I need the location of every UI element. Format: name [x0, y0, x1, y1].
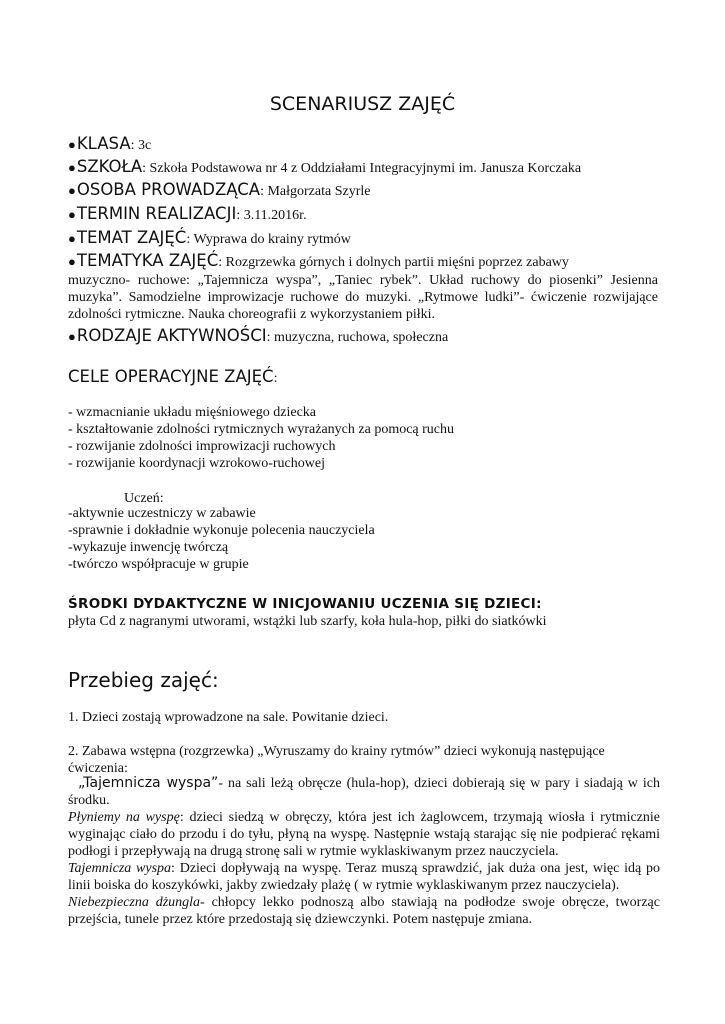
list-item: -sprawnie i dokładnie wykonuje polecenia nauczyciela	[68, 523, 375, 538]
step-title: Tajemnicza wyspa	[68, 861, 172, 876]
przebieg-p2: 2. Zabawa wstępna (rozgrzewka) „Wyruszamy do krainy rytmów” dzieci wykonują następujące ćwiczenia:	[68, 744, 605, 776]
meta-label: KLASA	[76, 134, 131, 153]
cele-heading-suffix: :	[273, 371, 278, 386]
rodzaje-label: RODZAJE AKTYWNOŚCI	[76, 326, 267, 345]
tematyka-lead: : Rozgrzewka górnych i dolnych partii mięśni poprzez zabawy	[218, 255, 569, 270]
srodki-heading: ŚRODKI DYDAKTYCZNE W INICJOWANIU UCZENIA SIĘ DZIECI:	[68, 596, 542, 612]
list-item: - kształtowanie zdolności rytmicznych wyrażanych za pomocą ruchu	[68, 422, 455, 437]
meta-value: : 3.11.2016r.	[236, 208, 307, 223]
meta-klasa: ●KLASA: 3c	[68, 134, 152, 153]
step-tajemnicza	[68, 860, 660, 894]
tematyka-text: muzyczno- ruchowe: „Tajemnicza wyspa”, „Taniec rybek”. Układ ruchowy do piosenki” Jesienna muzyka”. Samodzielne improwizacje ruchowe do muzyki. „Rytmowe ludki”- ćwiczenie rozwijające zdolności rytmiczne. Nauka choreografii z wykorzystaniem piłki.	[68, 273, 658, 322]
meta-label: SZKOŁA	[76, 157, 143, 176]
tematyka-label: TEMATYKA ZAJĘĆ	[76, 251, 219, 270]
list-item: -wykazuje inwencję twórczą	[68, 540, 229, 555]
step-text: chłopcy lekko podnoszą albo stawiają na podłodze swoje obręcze, tworząc przejścia, tunele przez które przedostają się dziewczynki. Potem następuje zmiana.	[68, 895, 660, 927]
przebieg-heading: Przebieg zajęć:	[68, 668, 219, 692]
srodki-text: płyta Cd z nagranymi utworami, wstążki lub szarfy, koła hula-hop, piłki do siatkówki	[68, 614, 547, 629]
list-item: -aktywnie uczestniczy w zabawie	[68, 506, 256, 521]
document-title: SCENARIUSZ ZAJĘĆ	[269, 93, 456, 115]
cele-heading-text: CELE OPERACYJNE ZAJĘĆ	[68, 367, 274, 386]
step-tajemnicza-intro	[68, 775, 660, 809]
meta-label: TEMAT ZAJĘĆ	[76, 228, 187, 247]
meta-osoba: ●OSOBA PROWADZĄCA: Małgorzata Szyrle	[68, 180, 371, 199]
meta-rodzaje: ●RODZAJE AKTYWNOŚCI: muzyczna, ruchowa, społeczna	[68, 326, 449, 345]
step-text: : dzieci siedzą w obręczy, która jest ich żaglowcem, trzymają wiosła i rytmicznie wyginając ciało do przodu i do tyłu, płyną na wyspę. Następnie wstają starając się nie podpierać rękami podłogi i przepływają na drugą stronę sali w rytmie wyklaskiwanym przez nauczyciela.	[68, 810, 660, 859]
meta-value: : Małgorzata Szyrle	[260, 184, 371, 199]
step-dzungla	[68, 894, 660, 928]
meta-label: OSOBA PROWADZĄCA	[76, 180, 261, 199]
tematyka-block: ●TEMATYKA ZAJĘĆ: Rozgrzewka górnych i dolnych partii mięśni poprzez zabawy muzyczno- ruchowe: „Tajemnicza wyspa”, „Taniec rybek”. Układ ruchowy do piosenki” Jesienna muzyka”. Samodzielne improwizacje ruchowe do muzyki. „Rytmowe ludki”- ćwiczenie rozwijające zdolności rytmiczne. Nauka choreografii z wykorzystaniem piłki.	[68, 251, 658, 322]
przebieg-steps	[68, 775, 660, 928]
meta-value: : 3c	[130, 138, 152, 153]
step-plyniemy	[68, 809, 660, 860]
uczen-label: Uczeń:	[124, 491, 164, 506]
meta-temat: ●TEMAT ZAJĘĆ: Wyprawa do krainy rytmów	[68, 228, 351, 247]
step-title: Płyniemy na wyspę	[68, 810, 180, 825]
list-item: - wzmacnianie układu mięśniowego dziecka	[68, 405, 317, 420]
step-title: „Tajemnicza wyspa”	[77, 775, 219, 791]
meta-value: : Szkoła Podstawowa nr 4 z Oddziałami Integracyjnymi im. Janusza Korczaka	[142, 161, 582, 176]
przebieg-p1: 1. Dzieci zostają wprowadzone na sale. Powitanie dzieci.	[68, 710, 389, 725]
uczen-list	[68, 505, 668, 573]
step-text: - na sali leżą obręcze (hula-hop), dzieci dobierają się w pary i siadają w ich środku.	[68, 776, 661, 808]
list-item: - rozwijanie koordynacji wzrokowo-ruchowej	[68, 456, 325, 471]
meta-label: TERMIN REALIZACJI	[76, 204, 237, 223]
list-item: - rozwijanie zdolności improwizacji ruchowych	[68, 439, 336, 454]
cele-heading	[68, 367, 277, 387]
rodzaje-value: : muzyczna, ruchowa, społeczna	[266, 330, 449, 345]
cele-list	[68, 404, 668, 472]
meta-termin: ●TERMIN REALIZACJI: 3.11.2016r.	[68, 204, 307, 223]
meta-value: : Wyprawa do krainy rytmów	[186, 232, 351, 247]
list-item: -twórczo współpracuje w grupie	[68, 557, 249, 572]
step-text: : Dzieci dopływają na wyspę. Teraz muszą sprawdzić, jak duża ona jest, więc idą po linii boiska do koszykówki, jakby zwiedzały plażę ( w rytmie wyklaskiwanym przez nauczyciela).	[68, 861, 660, 893]
step-title: Niebezpieczna dżungla-	[68, 895, 205, 910]
meta-szkola: ●SZKOŁA: Szkoła Podstawowa nr 4 z Oddziałami Integracyjnymi im. Janusza Korczaka	[68, 157, 582, 176]
